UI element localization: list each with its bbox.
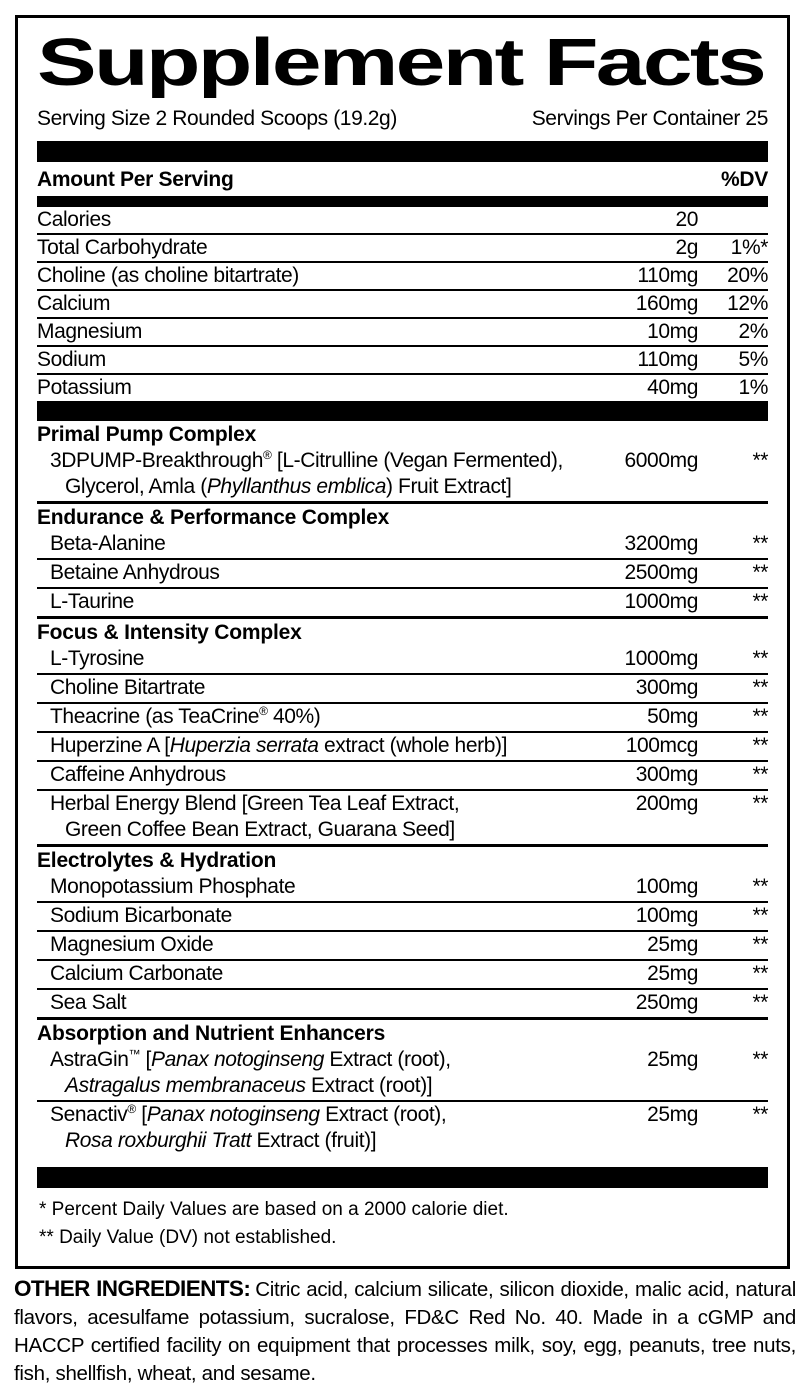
dv-value: 1%	[738, 376, 768, 399]
name-text: Huperzine A [	[50, 734, 170, 757]
amount-per-serving-header: Amount Per Serving	[37, 168, 234, 191]
trademark-symbol: ®	[263, 448, 272, 462]
nutrient-row	[37, 291, 768, 319]
ingredient-name-line	[37, 704, 606, 730]
dv-value: **	[752, 532, 768, 555]
dv-value: **	[752, 647, 768, 670]
amount-value: 110mg	[637, 264, 698, 287]
section-rows	[37, 1047, 768, 1155]
nutrient-row	[37, 207, 768, 235]
ingredient-row	[37, 988, 768, 1017]
ingredient-name-line	[37, 1102, 606, 1128]
name-text: Calcium Carbonate	[50, 962, 223, 985]
name-text: Senactiv	[50, 1103, 128, 1126]
ingredient-row	[37, 646, 768, 673]
ingredient-name-line	[37, 874, 606, 900]
dv-value: 1%*	[730, 236, 768, 259]
ingredient-row	[37, 448, 768, 501]
complex-section	[37, 616, 768, 844]
ingredient-name	[37, 560, 606, 586]
divider-bar-thick-mid	[37, 401, 768, 421]
name-text: Extract (root),	[324, 1048, 451, 1071]
ingredient-row	[37, 673, 768, 702]
name-text: Sea Salt	[50, 991, 127, 1014]
nutrient-row	[37, 319, 768, 347]
amount-value: 200mg	[635, 792, 698, 815]
ingredient-name	[37, 733, 606, 759]
name-text: Sodium Bicarbonate	[50, 904, 232, 927]
dv-header: %DV	[721, 168, 768, 191]
ingredient-name	[37, 1102, 606, 1154]
ingredient-row	[37, 702, 768, 731]
amount-value: 300mg	[635, 763, 698, 786]
complex-section	[37, 1017, 768, 1155]
section-rows	[37, 531, 768, 616]
ingredient-name-line	[37, 474, 606, 500]
ingredient-name	[37, 961, 606, 987]
amount-value: 10mg	[647, 320, 698, 343]
ingredient-name-line	[37, 448, 606, 474]
dv-value: **	[752, 449, 768, 472]
other-ingredients-paragraph	[14, 1275, 796, 1388]
ingredient-name	[37, 531, 606, 557]
ingredient-name-line	[37, 1047, 606, 1073]
ingredient-name	[37, 791, 606, 843]
dv-value: **	[752, 561, 768, 584]
amount-value: 100mcg	[625, 734, 698, 757]
name-text: Theacrine (as TeaCrine	[50, 705, 260, 728]
name-text: Betaine Anhydrous	[50, 561, 220, 584]
name-text: Extract (root)]	[305, 1074, 433, 1097]
ingredient-name-line	[37, 646, 606, 672]
dv-value: 2%	[738, 320, 768, 343]
ingredient-name	[37, 990, 606, 1016]
section-rows	[37, 874, 768, 1017]
serving-size-text: Serving Size 2 Rounded Scoops (19.2g)	[37, 107, 397, 130]
trademark-symbol: ™	[128, 1047, 141, 1061]
amount-value: 25mg	[647, 1048, 698, 1071]
ingredient-name	[37, 589, 606, 615]
dv-value: **	[752, 991, 768, 1014]
ingredient-name	[37, 1047, 606, 1099]
amount-value: 110mg	[637, 348, 698, 371]
other-ingredients-text: Citric acid, calcium silicate, silicon dioxide, malic acid, natural flavors, acesulfame potassium, sucralose, FD&C Red No. 40. Made in a cGMP and HACCP certified facility on equipment that processes milk, soy, egg, peanuts, tree nuts, fish, shellfish, wheat, and sesame.	[14, 1278, 796, 1385]
dv-value: **	[752, 676, 768, 699]
ingredient-row	[37, 901, 768, 930]
name-text: Monopotassium Phosphate	[50, 875, 296, 898]
trademark-symbol: ®	[259, 704, 268, 718]
column-header-row	[37, 162, 768, 196]
ingredient-name	[37, 874, 606, 900]
dv-value: **	[752, 875, 768, 898]
dv-value: 20%	[727, 264, 768, 287]
nutrient-row	[37, 263, 768, 291]
ingredient-name-line	[37, 990, 606, 1016]
amount-value: 1000mg	[624, 590, 698, 613]
dv-value: 12%	[727, 292, 768, 315]
nutrient-name: Sodium	[37, 348, 106, 371]
name-text: [	[140, 1048, 151, 1071]
botanical-name: Panax notoginseng	[146, 1103, 320, 1126]
dv-value: **	[752, 792, 768, 815]
name-text: AstraGin	[50, 1048, 129, 1071]
trademark-symbol: ®	[127, 1102, 136, 1116]
nutrient-name: Calcium	[37, 292, 111, 315]
amount-value: 160mg	[635, 292, 698, 315]
section-rows	[37, 448, 768, 501]
ingredient-row	[37, 558, 768, 587]
dv-value: **	[752, 1048, 768, 1071]
botanical-name: Rosa roxburghii Tratt	[65, 1129, 252, 1152]
divider-bar-thick-bottom	[37, 1167, 768, 1188]
amount-value: 25mg	[647, 933, 698, 956]
name-text: L-Tyrosine	[50, 647, 145, 670]
section-heading: Electrolytes & Hydration	[37, 849, 277, 872]
dv-value: **	[752, 734, 768, 757]
nutrient-name: Calories	[37, 208, 111, 231]
ingredient-row	[37, 959, 768, 988]
ingredient-row	[37, 930, 768, 959]
amount-value: 2500mg	[624, 561, 698, 584]
amount-value: 300mg	[635, 676, 698, 699]
ingredient-name-line	[37, 589, 606, 615]
ingredient-row	[37, 789, 768, 844]
sections	[37, 421, 768, 1155]
ingredient-name-line	[37, 791, 606, 817]
amount-value: 1000mg	[624, 647, 698, 670]
botanical-name: Phyllanthus emblica	[206, 475, 386, 498]
supplement-facts-panel	[15, 15, 790, 1269]
amount-value: 20	[675, 208, 698, 231]
serving-info-row	[37, 105, 768, 133]
name-text: Green Coffee Bean Extract, Guarana Seed]	[65, 818, 455, 841]
ingredient-name	[37, 903, 606, 929]
name-text: Choline Bitartrate	[50, 676, 206, 699]
nutrient-name: Choline (as choline bitartrate)	[37, 264, 299, 287]
amount-value: 6000mg	[624, 449, 698, 472]
footnote-dv-not-established: ** Daily Value (DV) not established.	[39, 1227, 337, 1248]
ingredient-name-line	[37, 932, 606, 958]
section-heading: Primal Pump Complex	[37, 423, 257, 446]
name-text: extract (whole herb)]	[318, 734, 508, 757]
amount-value: 3200mg	[624, 532, 698, 555]
amount-value: 50mg	[647, 705, 698, 728]
ingredient-name	[37, 762, 606, 788]
ingredient-name	[37, 704, 606, 730]
botanical-name: Panax notoginseng	[150, 1048, 324, 1071]
ingredient-row	[37, 531, 768, 558]
ingredient-row	[37, 874, 768, 901]
footnotes	[37, 1188, 768, 1256]
dv-value: **	[752, 962, 768, 985]
name-text: Beta-Alanine	[50, 532, 166, 555]
dv-value: **	[752, 590, 768, 613]
ingredient-name	[37, 646, 606, 672]
name-text: Extract (root),	[319, 1103, 447, 1126]
dv-value: **	[752, 933, 768, 956]
botanical-name: Astragalus membranaceus	[65, 1074, 306, 1097]
nutrient-name: Magnesium	[37, 320, 142, 343]
amount-value: 25mg	[647, 1103, 698, 1126]
ingredient-name-line	[37, 560, 606, 586]
other-ingredients-label: OTHER INGREDIENTS:	[14, 1276, 251, 1301]
dv-value: **	[752, 705, 768, 728]
complex-section	[37, 844, 768, 1017]
name-text: Glycerol, Amla (	[65, 475, 207, 498]
ingredient-row	[37, 760, 768, 789]
ingredient-name-line	[37, 675, 606, 701]
ingredient-name	[37, 675, 606, 701]
complex-section	[37, 501, 768, 616]
name-text: ) Fruit Extract]	[385, 475, 512, 498]
nutrients-table	[37, 207, 768, 401]
name-text: [	[135, 1103, 147, 1126]
name-text: 40%)	[267, 705, 321, 728]
name-text: Magnesium Oxide	[50, 933, 214, 956]
ingredient-name-line	[37, 817, 606, 843]
amount-value: 100mg	[635, 904, 698, 927]
divider-bar-thick-top	[37, 141, 768, 162]
nutrient-row	[37, 347, 768, 375]
nutrient-row	[37, 375, 768, 401]
nutrient-name: Potassium	[37, 376, 132, 399]
ingredient-row	[37, 731, 768, 760]
name-text: [L-Citrulline (Vegan Fermented),	[271, 449, 563, 472]
ingredient-row	[37, 587, 768, 616]
name-text: Extract (fruit)]	[251, 1129, 377, 1152]
ingredient-name-line	[37, 961, 606, 987]
ingredient-name-line	[37, 903, 606, 929]
dv-value: **	[752, 763, 768, 786]
section-heading: Endurance & Performance Complex	[37, 506, 390, 529]
footnote-daily-values: * Percent Daily Values are based on a 2000 calorie diet.	[39, 1199, 509, 1220]
ingredient-name-line	[37, 531, 606, 557]
divider-bar-thin	[37, 196, 768, 207]
ingredient-name-line	[37, 762, 606, 788]
dv-value: **	[752, 904, 768, 927]
amount-value: 250mg	[635, 991, 698, 1014]
dv-value: 5%	[738, 348, 768, 371]
nutrient-name: Total Carbohydrate	[37, 236, 208, 259]
amount-value: 25mg	[647, 962, 698, 985]
ingredient-name-line	[37, 1073, 606, 1099]
ingredient-row	[37, 1100, 768, 1155]
section-rows	[37, 646, 768, 844]
ingredient-name	[37, 932, 606, 958]
ingredient-name-line	[37, 1128, 606, 1154]
botanical-name: Huperzia serrata	[169, 734, 319, 757]
amount-value: 2g	[675, 236, 698, 259]
panel-title-wrap	[37, 26, 768, 103]
ingredient-name-line	[37, 733, 606, 759]
section-heading: Absorption and Nutrient Enhancers	[37, 1022, 386, 1045]
servings-per-container-text: Servings Per Container 25	[531, 107, 768, 130]
name-text: Herbal Energy Blend [Green Tea Leaf Extract,	[50, 792, 460, 815]
amount-value: 40mg	[647, 376, 698, 399]
panel-title: Supplement Facts	[37, 28, 764, 98]
panel-title-graphic	[37, 28, 764, 98]
dv-value: **	[752, 1103, 768, 1126]
amount-value: 100mg	[635, 875, 698, 898]
name-text: Caffeine Anhydrous	[50, 763, 226, 786]
ingredient-name	[37, 448, 606, 500]
section-heading: Focus & Intensity Complex	[37, 621, 302, 644]
complex-section	[37, 421, 768, 501]
nutrient-row	[37, 235, 768, 263]
name-text: L-Taurine	[50, 590, 134, 613]
name-text: 3DPUMP-Breakthrough	[50, 449, 263, 472]
ingredient-row	[37, 1047, 768, 1100]
